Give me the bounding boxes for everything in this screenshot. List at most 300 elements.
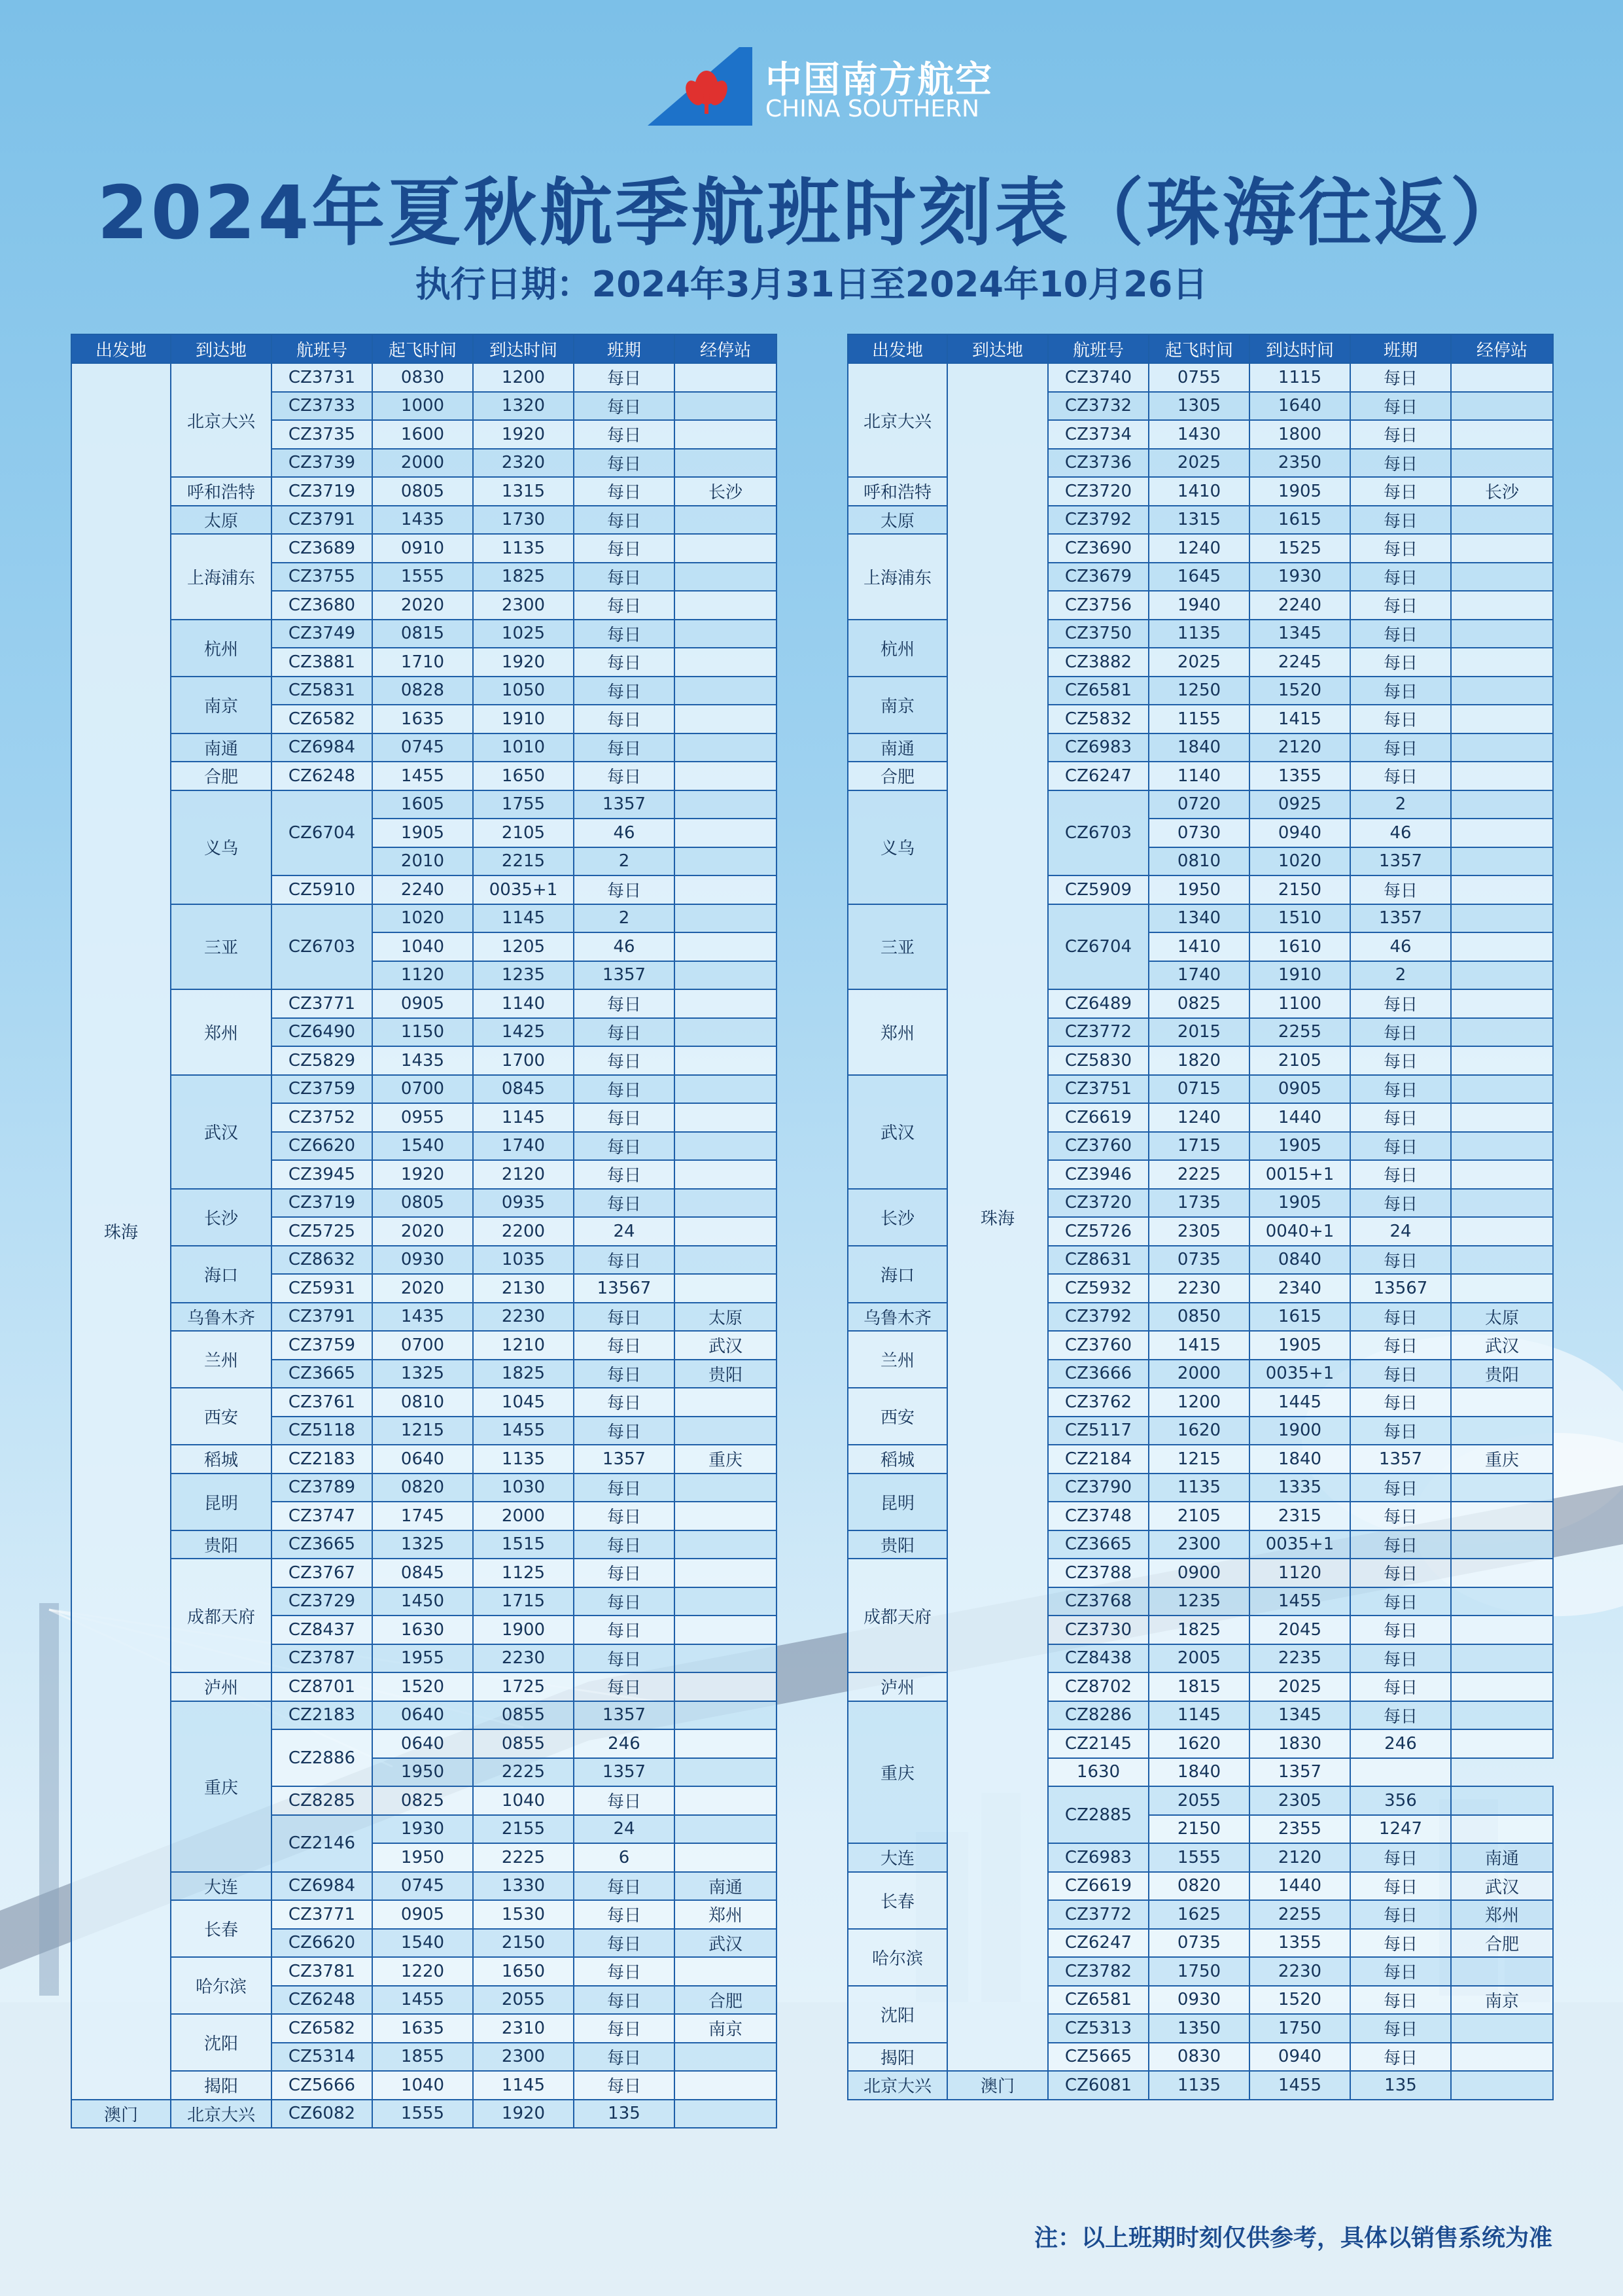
operating-days-cell: 每日 xyxy=(574,1388,674,1417)
flight-number-cell: CZ6984 xyxy=(271,733,372,762)
operating-days-cell: 每日 xyxy=(1350,2043,1451,2072)
stopover-cell xyxy=(674,790,777,819)
destination-cell: 北京大兴 xyxy=(171,2100,271,2128)
arrival-time-cell: 1145 xyxy=(473,1103,574,1132)
origin-cell: 重庆 xyxy=(848,1701,947,1844)
stopover-cell: 武汉 xyxy=(674,1929,777,1958)
arrival-time-cell: 1610 xyxy=(1249,932,1350,961)
flight-number-cell: CZ3748 xyxy=(1048,1502,1149,1530)
arrival-time-cell: 2350 xyxy=(1249,449,1350,478)
table-row xyxy=(71,1957,777,1986)
destination-cell: 义乌 xyxy=(171,790,271,904)
operating-days-cell: 246 xyxy=(1350,1729,1451,1758)
operating-days-cell: 1357 xyxy=(574,1701,674,1730)
arrival-time-cell: 2105 xyxy=(1249,1046,1350,1075)
operating-days-cell: 每日 xyxy=(574,1189,674,1218)
arrival-time-cell: 1920 xyxy=(473,420,574,449)
stopover-cell xyxy=(674,904,777,933)
stopover-cell xyxy=(674,1075,777,1104)
operating-days-cell: 每日 xyxy=(1350,506,1451,535)
stopover-cell xyxy=(674,1274,777,1303)
arrival-time-cell: 1825 xyxy=(473,563,574,592)
arrival-time-cell: 1840 xyxy=(1149,1758,1249,1787)
departure-time-cell: 1305 xyxy=(1149,392,1249,421)
table-header-row xyxy=(848,334,1553,363)
flight-number-cell: CZ5313 xyxy=(1048,2014,1149,2043)
flight-number-cell: CZ3665 xyxy=(1048,1530,1149,1559)
stopover-cell xyxy=(674,1815,777,1844)
arrival-time-cell: 0035+1 xyxy=(1249,1530,1350,1559)
arrival-time-cell: 1145 xyxy=(473,904,574,933)
operating-days-cell: 每日 xyxy=(1350,1843,1451,1872)
departure-time-cell: 1450 xyxy=(372,1587,473,1616)
departure-time-cell: 0815 xyxy=(372,620,473,648)
stopover-cell xyxy=(1451,2043,1553,2072)
flight-number-cell: CZ3736 xyxy=(1048,449,1149,478)
arrival-time-cell: 2150 xyxy=(1249,875,1350,904)
operating-days-cell: 每日 xyxy=(1350,705,1451,733)
departure-time-cell: 1555 xyxy=(372,2100,473,2128)
departure-time-cell: 1325 xyxy=(372,1360,473,1388)
operating-days-cell: 每日 xyxy=(574,705,674,733)
arrival-time-cell: 1700 xyxy=(473,1046,574,1075)
flight-number-cell: CZ6704 xyxy=(1048,904,1149,990)
stopover-cell xyxy=(674,363,777,392)
flight-number-cell: CZ8286 xyxy=(1048,1701,1149,1730)
arrival-time-cell: 2255 xyxy=(1249,1900,1350,1929)
destination-cell: 海口 xyxy=(171,1246,271,1303)
departure-time-cell: 0828 xyxy=(372,677,473,705)
departure-time-cell: 1120 xyxy=(372,961,473,990)
origin-cell: 珠海 xyxy=(71,363,171,2100)
flight-number-cell: CZ3792 xyxy=(1048,506,1149,535)
operating-days-cell: 每日 xyxy=(574,1103,674,1132)
flight-number-cell: CZ6620 xyxy=(271,1929,372,1958)
flight-number-cell: CZ3768 xyxy=(1048,1587,1149,1616)
departure-time-cell: 0735 xyxy=(1149,1246,1249,1275)
operating-days-cell: 每日 xyxy=(574,363,674,392)
stopover-cell xyxy=(1451,875,1553,904)
flight-number-cell: CZ2184 xyxy=(1048,1445,1149,1474)
origin-cell: 南京 xyxy=(848,677,947,733)
flight-number-cell: CZ3787 xyxy=(271,1644,372,1673)
arrival-time-cell: 1930 xyxy=(1249,563,1350,592)
arrival-time-cell: 0905 xyxy=(1249,1075,1350,1104)
destination-cell: 昆明 xyxy=(171,1474,271,1530)
departure-time-cell: 1200 xyxy=(1149,1388,1249,1417)
arrival-time-cell: 1905 xyxy=(1249,1189,1350,1218)
stopover-cell xyxy=(674,449,777,478)
flight-number-cell: CZ2183 xyxy=(271,1445,372,1474)
operating-days-cell: 每日 xyxy=(574,1018,674,1047)
flight-number-cell: CZ3782 xyxy=(1048,1957,1149,1986)
origin-cell: 泸州 xyxy=(848,1672,947,1701)
departure-time-cell: 0700 xyxy=(372,1331,473,1360)
flight-number-cell: CZ5829 xyxy=(271,1046,372,1075)
flight-number-cell: CZ3750 xyxy=(1048,620,1149,648)
departure-time-cell: 1715 xyxy=(1149,1132,1249,1161)
stopover-cell xyxy=(1451,904,1553,933)
arrival-time-cell: 1725 xyxy=(473,1672,574,1701)
table-row xyxy=(71,733,777,762)
flight-number-cell: CZ6984 xyxy=(271,1872,372,1901)
operating-days-cell: 每日 xyxy=(574,1786,674,1815)
stopover-cell: 南京 xyxy=(1451,1986,1553,2015)
stopover-cell: 长沙 xyxy=(1451,477,1553,506)
stopover-cell xyxy=(1451,1388,1553,1417)
departure-time-cell: 1815 xyxy=(1149,1672,1249,1701)
flight-number-cell: CZ5931 xyxy=(271,1274,372,1303)
effective-date: 执行日期：2024年3月31日至2024年10月26日 xyxy=(415,264,1208,305)
departure-time-cell: 2025 xyxy=(1149,449,1249,478)
departure-time-cell: 1140 xyxy=(1149,762,1249,790)
column-header: 到达时间 xyxy=(1249,334,1350,363)
table-header-row xyxy=(71,334,777,363)
departure-time-cell: 0825 xyxy=(1149,989,1249,1018)
flight-number-cell: CZ3881 xyxy=(271,648,372,677)
flight-number-cell: CZ2885 xyxy=(1048,1786,1149,1843)
flight-number-cell: CZ5665 xyxy=(1048,2043,1149,2072)
stopover-cell: 太原 xyxy=(1451,1303,1553,1332)
operating-days-cell: 每日 xyxy=(1350,1900,1451,1929)
destination-cell: 上海浦东 xyxy=(171,534,271,620)
flight-number-cell: CZ8437 xyxy=(271,1616,372,1644)
arrival-time-cell: 0940 xyxy=(1249,819,1350,847)
destination-cell: 大连 xyxy=(171,1872,271,1901)
stopover-cell xyxy=(1451,1103,1553,1132)
departure-time-cell: 1940 xyxy=(1149,591,1249,620)
departure-time-cell: 0640 xyxy=(372,1701,473,1730)
arrival-time-cell: 0035+1 xyxy=(473,875,574,904)
flight-number-cell: CZ3690 xyxy=(1048,534,1149,563)
stopover-cell xyxy=(674,1417,777,1445)
arrival-time-cell: 1345 xyxy=(1249,620,1350,648)
flight-number-cell: CZ3730 xyxy=(1048,1616,1149,1644)
stopover-cell xyxy=(1451,932,1553,961)
stopover-cell xyxy=(1451,1502,1553,1530)
departure-time-cell: 1415 xyxy=(1149,1331,1249,1360)
departure-time-cell: 1410 xyxy=(1149,932,1249,961)
operating-days-cell: 每日 xyxy=(574,506,674,535)
operating-days-cell: 每日 xyxy=(574,1160,674,1189)
table-row xyxy=(71,534,777,563)
table-row xyxy=(71,989,777,1018)
operating-days-cell: 每日 xyxy=(1350,989,1451,1018)
operating-days-cell: 每日 xyxy=(574,591,674,620)
arrival-time-cell: 0935 xyxy=(473,1189,574,1218)
stopover-cell xyxy=(674,1246,777,1275)
stopover-cell: 重庆 xyxy=(1451,1445,1553,1474)
table-row xyxy=(71,1331,777,1360)
arrival-time-cell: 2225 xyxy=(473,1843,574,1872)
arrival-time-cell: 2310 xyxy=(473,2014,574,2043)
operating-days-cell: 每日 xyxy=(1350,1331,1451,1360)
departure-time-cell: 2230 xyxy=(1149,1274,1249,1303)
flight-number-cell: CZ8702 xyxy=(1048,1672,1149,1701)
operating-days-cell: 1357 xyxy=(574,1758,674,1787)
stopover-cell xyxy=(1451,363,1553,392)
departure-time-cell: 2000 xyxy=(372,449,473,478)
operating-days-cell: 每日 xyxy=(574,1331,674,1360)
stopover-cell xyxy=(674,563,777,592)
operating-days-cell: 每日 xyxy=(1350,677,1451,705)
stopover-cell xyxy=(1451,2014,1553,2043)
arrival-time-cell: 1315 xyxy=(473,477,574,506)
stopover-cell xyxy=(1350,1758,1451,1787)
stopover-cell xyxy=(1451,1246,1553,1275)
stopover-cell xyxy=(674,1217,777,1246)
flight-number-cell: CZ5118 xyxy=(271,1417,372,1445)
table-row xyxy=(71,1189,777,1218)
flight-number-cell: CZ5314 xyxy=(271,2043,372,2072)
operating-days-cell: 每日 xyxy=(1350,1530,1451,1559)
flight-number-cell: CZ3792 xyxy=(1048,1303,1149,1332)
origin-cell: 贵阳 xyxy=(848,1530,947,1559)
arrival-time-cell: 1650 xyxy=(473,762,574,790)
operating-days-cell: 每日 xyxy=(574,449,674,478)
operating-days-cell: 每日 xyxy=(574,1360,674,1388)
origin-cell: 呼和浩特 xyxy=(848,477,947,506)
arrival-time-cell: 2120 xyxy=(473,1160,574,1189)
operating-days-cell: 每日 xyxy=(1350,1388,1451,1417)
flight-number-cell: CZ3719 xyxy=(271,477,372,506)
origin-cell: 杭州 xyxy=(848,620,947,677)
arrival-time-cell: 1115 xyxy=(1249,363,1350,392)
flight-number-cell: CZ3762 xyxy=(1048,1388,1149,1417)
arrival-time-cell: 1730 xyxy=(473,506,574,535)
flight-number-cell: CZ3734 xyxy=(1048,420,1149,449)
operating-days-cell: 每日 xyxy=(574,648,674,677)
disclaimer-note: 注：以上班期时刻仅供参考，具体以销售系统为准 xyxy=(1034,2225,1552,2252)
flight-number-cell: CZ6703 xyxy=(271,904,372,990)
flight-number-cell: CZ3760 xyxy=(1048,1132,1149,1161)
column-header: 出发地 xyxy=(848,334,947,363)
flight-number-cell: CZ6081 xyxy=(1048,2071,1149,2100)
flight-number-cell: CZ3739 xyxy=(271,449,372,478)
column-header: 起飞时间 xyxy=(1149,334,1249,363)
flight-number-cell: CZ3772 xyxy=(1048,1900,1149,1929)
destination-cell: 北京大兴 xyxy=(171,363,271,477)
flight-number-cell: CZ3665 xyxy=(271,1530,372,1559)
arrival-time-cell: 1825 xyxy=(473,1360,574,1388)
arrival-time-cell: 2120 xyxy=(1249,1843,1350,1872)
arrival-time-cell: 1125 xyxy=(473,1559,574,1587)
departure-time-cell: 0910 xyxy=(372,534,473,563)
destination-cell: 三亚 xyxy=(171,904,271,990)
departure-time-cell: 1220 xyxy=(372,1957,473,1986)
arrival-time-cell: 0845 xyxy=(473,1075,574,1104)
flight-number-cell: CZ3759 xyxy=(271,1331,372,1360)
departure-time-cell: 2105 xyxy=(1149,1502,1249,1530)
flight-number-cell: CZ3756 xyxy=(1048,591,1149,620)
stopover-cell xyxy=(1451,1417,1553,1445)
flight-number-cell: CZ3680 xyxy=(271,591,372,620)
arrival-time-cell: 0040+1 xyxy=(1249,1217,1350,1246)
operating-days-cell: 每日 xyxy=(574,875,674,904)
stopover-cell xyxy=(674,1018,777,1047)
flight-number-cell: CZ6703 xyxy=(1048,790,1149,876)
stopover-cell xyxy=(674,591,777,620)
origin-cell: 南通 xyxy=(848,733,947,762)
operating-days-cell: 每日 xyxy=(574,392,674,421)
table-row xyxy=(71,506,777,535)
stopover-cell xyxy=(1451,1559,1553,1587)
arrival-time-cell: 1440 xyxy=(1249,1872,1350,1901)
departure-time-cell: 0905 xyxy=(372,989,473,1018)
arrival-time-cell: 0925 xyxy=(1249,790,1350,819)
stopover-cell xyxy=(674,1587,777,1616)
table-row xyxy=(71,1246,777,1275)
departure-time-cell: 1635 xyxy=(372,705,473,733)
arrival-time-cell: 2230 xyxy=(473,1644,574,1673)
origin-cell: 兰州 xyxy=(848,1331,947,1388)
arrival-time-cell: 2355 xyxy=(1249,1815,1350,1844)
operating-days-cell: 每日 xyxy=(1350,1502,1451,1530)
flight-number-cell: CZ5831 xyxy=(271,677,372,705)
departure-time-cell: 1435 xyxy=(372,1303,473,1332)
destination-cell: 长春 xyxy=(171,1900,271,1957)
operating-days-cell: 每日 xyxy=(574,1672,674,1701)
stopover-cell xyxy=(674,506,777,535)
stopover-cell: 太原 xyxy=(674,1303,777,1332)
arrival-time-cell: 1045 xyxy=(473,1388,574,1417)
departure-time-cell: 1930 xyxy=(372,1815,473,1844)
arrival-time-cell: 1035 xyxy=(473,1246,574,1275)
flight-number-cell: CZ5910 xyxy=(271,875,372,904)
stopover-cell xyxy=(1451,1046,1553,1075)
stopover-cell xyxy=(674,1189,777,1218)
operating-days-cell: 2 xyxy=(1350,790,1451,819)
table-row xyxy=(71,2071,777,2100)
departure-time-cell: 1240 xyxy=(1149,534,1249,563)
operating-days-cell: 每日 xyxy=(574,420,674,449)
operating-days-cell: 每日 xyxy=(574,1075,674,1104)
arrival-time-cell: 1415 xyxy=(1249,705,1350,733)
operating-days-cell: 每日 xyxy=(1350,1303,1451,1332)
stopover-cell xyxy=(674,1530,777,1559)
arrival-time-cell: 0855 xyxy=(473,1701,574,1730)
stopover-cell: 贵阳 xyxy=(674,1360,777,1388)
table-row xyxy=(71,1303,777,1332)
arrival-time-cell: 2055 xyxy=(473,1986,574,2015)
flight-number-cell: CZ3749 xyxy=(271,620,372,648)
arrival-time-cell: 2230 xyxy=(1249,1957,1350,1986)
operating-days-cell: 每日 xyxy=(1350,1189,1451,1218)
operating-days-cell: 每日 xyxy=(574,1417,674,1445)
stopover-cell xyxy=(1451,1672,1553,1701)
stopover-cell xyxy=(1451,1644,1553,1673)
departure-time-cell: 1645 xyxy=(1149,563,1249,592)
arrival-time-cell: 2235 xyxy=(1249,1644,1350,1673)
arrival-time-cell: 1335 xyxy=(1249,1474,1350,1502)
flight-number-cell: CZ2183 xyxy=(271,1701,372,1730)
operating-days-cell: 356 xyxy=(1350,1786,1451,1815)
departure-time-cell: 1840 xyxy=(1149,733,1249,762)
arrival-time-cell: 1425 xyxy=(473,1018,574,1047)
origin-cell: 昆明 xyxy=(848,1474,947,1530)
flight-number-cell: CZ6704 xyxy=(271,790,372,876)
operating-days-cell: 每日 xyxy=(574,2071,674,2100)
departure-time-cell: 1855 xyxy=(372,2043,473,2072)
flight-number-cell: CZ5117 xyxy=(1048,1417,1149,1445)
destination-cell: 呼和浩特 xyxy=(171,477,271,506)
table-row xyxy=(71,1530,777,1559)
arrival-time-cell: 1030 xyxy=(473,1474,574,1502)
operating-days-cell: 每日 xyxy=(574,1303,674,1332)
stopover-cell xyxy=(674,1616,777,1644)
departure-time-cell: 1950 xyxy=(1149,875,1249,904)
origin-cell: 乌鲁木齐 xyxy=(848,1303,947,1332)
stopover-cell xyxy=(674,1758,777,1787)
operating-days-cell: 每日 xyxy=(1350,1075,1451,1104)
departure-time-cell: 0755 xyxy=(1149,363,1249,392)
arrival-time-cell: 2255 xyxy=(1249,1018,1350,1047)
stopover-cell: 长沙 xyxy=(674,477,777,506)
arrival-time-cell: 1100 xyxy=(1249,989,1350,1018)
stopover-cell xyxy=(1451,2071,1553,2100)
operating-days-cell: 每日 xyxy=(574,1474,674,1502)
origin-cell: 北京大兴 xyxy=(848,363,947,477)
flight-number-cell: CZ5932 xyxy=(1048,1274,1149,1303)
arrival-time-cell: 2155 xyxy=(473,1815,574,1844)
departure-time-cell: 1630 xyxy=(1048,1758,1149,1787)
stopover-cell xyxy=(674,989,777,1018)
departure-time-cell: 1625 xyxy=(1149,1900,1249,1929)
arrival-time-cell: 1520 xyxy=(1249,677,1350,705)
stopover-cell xyxy=(1451,1616,1553,1644)
operating-days-cell: 每日 xyxy=(1350,875,1451,904)
stopover-cell xyxy=(1451,762,1553,790)
departure-time-cell: 1340 xyxy=(1149,904,1249,933)
china-southern-logo xyxy=(641,47,993,126)
departure-time-cell: 0805 xyxy=(372,477,473,506)
operating-days-cell: 每日 xyxy=(574,1644,674,1673)
arrival-time-cell: 2315 xyxy=(1249,1502,1350,1530)
flight-number-cell: CZ6983 xyxy=(1048,733,1149,762)
departure-time-cell: 0900 xyxy=(1149,1559,1249,1587)
stopover-cell xyxy=(674,1559,777,1587)
departure-time-cell: 1820 xyxy=(1149,1046,1249,1075)
arrival-time-cell: 2300 xyxy=(473,591,574,620)
departure-time-cell: 1155 xyxy=(1149,705,1249,733)
flight-number-cell: CZ3760 xyxy=(1048,1331,1149,1360)
flight-number-cell: CZ5666 xyxy=(271,2071,372,2100)
stopover-cell xyxy=(1451,1587,1553,1616)
flight-number-cell: CZ6247 xyxy=(1048,762,1149,790)
stopover-cell xyxy=(674,1672,777,1701)
operating-days-cell: 24 xyxy=(1350,1217,1451,1246)
stopover-cell xyxy=(674,1160,777,1189)
arrival-time-cell: 1615 xyxy=(1249,506,1350,535)
operating-days-cell: 每日 xyxy=(574,1957,674,1986)
arrival-time-cell: 1740 xyxy=(473,1132,574,1161)
departure-time-cell: 1950 xyxy=(372,1758,473,1787)
flight-number-cell: CZ3731 xyxy=(271,363,372,392)
flight-number-cell: CZ3771 xyxy=(271,1900,372,1929)
departure-time-cell: 0745 xyxy=(372,733,473,762)
arrival-time-cell: 1120 xyxy=(1249,1559,1350,1587)
column-header: 起飞时间 xyxy=(372,334,473,363)
operating-days-cell: 每日 xyxy=(574,1587,674,1616)
departure-time-cell: 1215 xyxy=(1149,1445,1249,1474)
departure-time-cell: 1000 xyxy=(372,392,473,421)
departure-time-cell: 2000 xyxy=(1149,1360,1249,1388)
departure-time-cell: 0640 xyxy=(372,1445,473,1474)
flight-number-cell: CZ2886 xyxy=(271,1729,372,1786)
arrival-time-cell: 2300 xyxy=(473,2043,574,2072)
arrival-time-cell: 1515 xyxy=(473,1530,574,1559)
departure-time-cell: 1905 xyxy=(372,819,473,847)
